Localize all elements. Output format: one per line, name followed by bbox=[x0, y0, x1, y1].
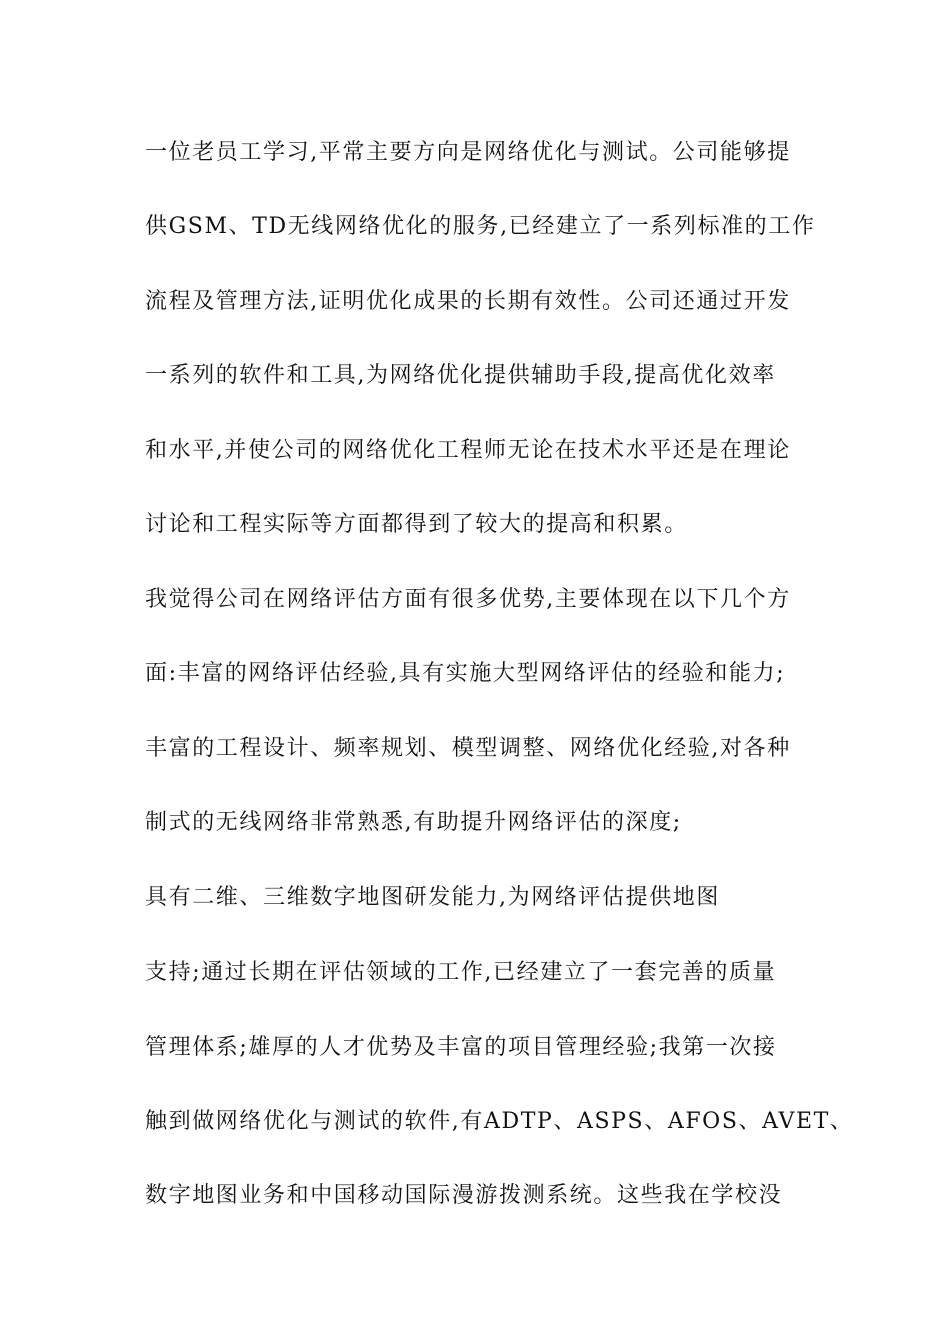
text-line: 制式的无线网络非常熟悉,有助提升网络评估的深度; bbox=[145, 810, 682, 835]
text-line: 支持;通过长期在评估领域的工作,已经建立了一套完善的质量 bbox=[145, 960, 777, 985]
text-line: 具有二维、三维数字地图研发能力,为网络评估提供地图 bbox=[145, 885, 720, 910]
text-line: 和水平,并使公司的网络优化工程师无论在技术水平还是在理论 bbox=[145, 438, 791, 463]
text-line: 面:丰富的网络评估经验,具有实施大型网络评估的经验和能力; bbox=[145, 661, 786, 686]
text-line: 流程及管理方法,证明优化成果的长期有效性。公司还通过开发 bbox=[145, 289, 791, 314]
text-line: 一系列的软件和工具,为网络优化提供辅助手段,提高优化效率 bbox=[145, 363, 776, 388]
text-line: 管理体系;雄厚的人才优势及丰富的项目管理经验;我第一次接 bbox=[145, 1035, 777, 1060]
text-line: 供GSM、TD无线网络优化的服务,已经建立了一系列标准的工作 bbox=[145, 214, 816, 239]
text-line: 触到做网络优化与测试的软件,有ADTP、ASPS、AFOS、AVET、 bbox=[145, 1109, 854, 1134]
text-line: 一位老员工学习,平常主要方向是网络优化与测试。公司能够提 bbox=[145, 140, 791, 165]
text-line: 丰富的工程设计、频率规划、模型调整、网络优化经验,对各种 bbox=[145, 736, 791, 761]
text-line: 数字地图业务和中国移动国际漫游拨测系统。这些我在学校没 bbox=[145, 1183, 783, 1208]
text-line: 我觉得公司在网络评估方面有很多优势,主要体现在以下几个方 bbox=[145, 587, 791, 612]
text-line: 讨论和工程实际等方面都得到了较大的提高和积累。 bbox=[145, 512, 688, 537]
